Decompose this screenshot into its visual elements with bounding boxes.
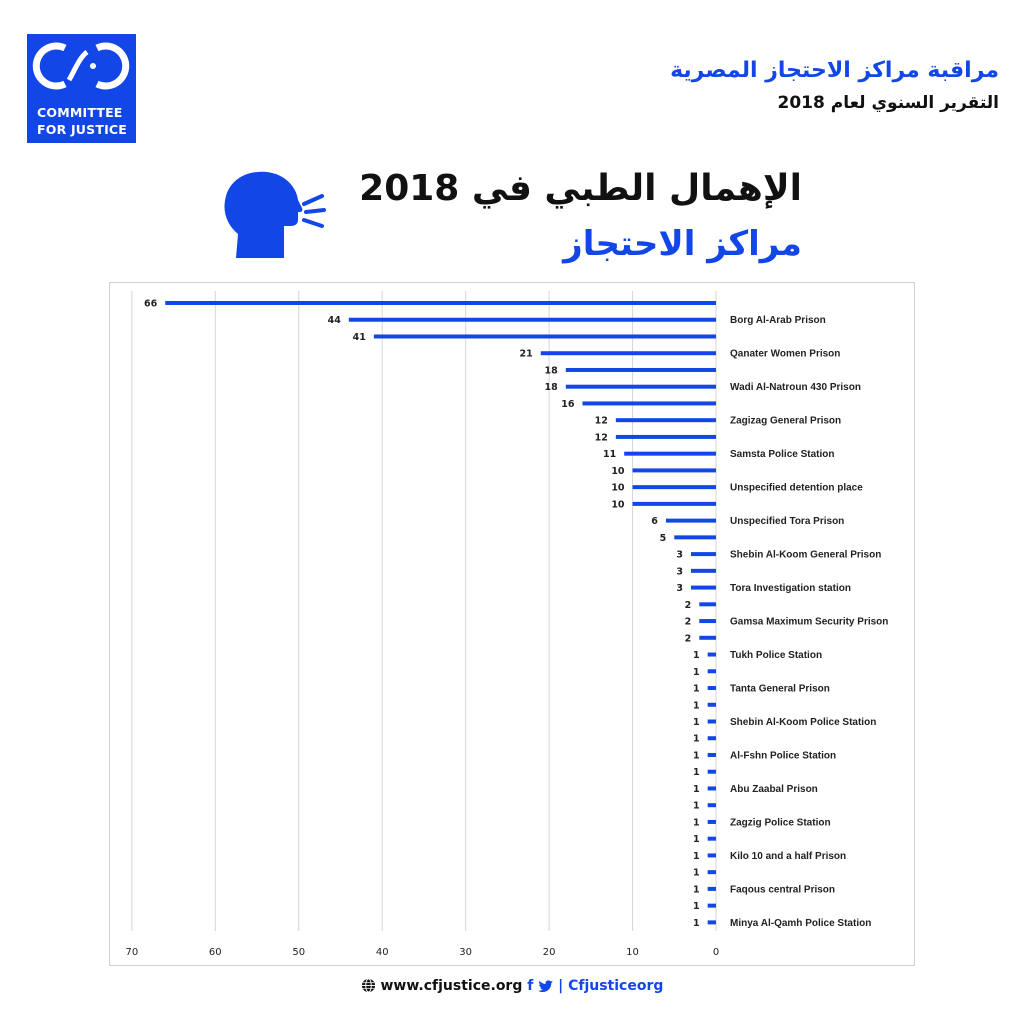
data-label: 2	[684, 633, 692, 645]
x-tick-label: 10	[626, 947, 639, 958]
bar	[566, 385, 716, 389]
data-label: 1	[693, 783, 700, 795]
data-label: 1	[693, 850, 700, 862]
bar	[699, 619, 716, 623]
data-label: 10	[611, 499, 625, 511]
footer	[0, 978, 1024, 994]
footer-handle[interactable]: Cfjusticeorg	[568, 978, 664, 994]
data-label: 1	[693, 717, 700, 728]
bar	[541, 351, 716, 355]
data-label: 1	[693, 683, 700, 695]
category-label: Minya Al-Qamh Police Station	[730, 917, 872, 929]
bar	[374, 334, 716, 338]
speaking-head-icon	[218, 168, 326, 262]
category-label: Faqous central Prison	[730, 884, 836, 896]
bar	[666, 519, 716, 523]
bar	[708, 837, 716, 841]
category-label: Qanater Women Prison	[730, 348, 841, 360]
bar	[708, 920, 716, 924]
bar	[616, 435, 716, 439]
cfj-logo	[27, 34, 136, 143]
x-tick-label: 0	[712, 947, 720, 958]
data-label: 1	[693, 867, 700, 879]
category-label: Kilo 10 and a half Prison	[730, 850, 847, 862]
bar	[633, 468, 716, 472]
globe-icon	[361, 978, 376, 993]
bar	[691, 569, 716, 573]
data-label: 1	[693, 817, 700, 829]
category-label: Tukh Police Station	[730, 650, 823, 662]
x-tick-label: 60	[208, 947, 222, 958]
category-label: Gamsa Maximum Security Prison	[730, 616, 889, 628]
footer-website[interactable]: www.cfjustice.org	[380, 978, 523, 994]
data-label: 18	[544, 382, 558, 394]
chart-frame	[109, 282, 915, 966]
bar	[708, 686, 716, 690]
data-label: 1	[693, 700, 700, 712]
data-label: 12	[594, 432, 608, 444]
category-label: Zagizag General Prison	[730, 415, 842, 427]
data-label: 1	[693, 901, 700, 913]
bar	[708, 669, 716, 673]
data-label: 18	[544, 365, 558, 377]
bar	[708, 653, 716, 657]
bar	[691, 586, 716, 590]
data-label: 16	[561, 398, 575, 410]
category-label: Tanta General Prison	[730, 683, 830, 695]
data-label: 3	[676, 583, 683, 595]
bar-chart	[110, 283, 916, 967]
data-label: 11	[602, 449, 617, 461]
x-tick-label: 20	[542, 947, 556, 958]
bar	[708, 887, 716, 891]
category-label: Samsta Police Station	[730, 449, 835, 461]
bar	[708, 904, 716, 908]
twitter-icon[interactable]	[538, 980, 553, 993]
logo-line-1: COMMITTEE	[37, 105, 123, 120]
bar	[699, 636, 716, 640]
data-label: 21	[519, 348, 533, 360]
data-label: 1	[693, 650, 700, 662]
category-label: Shebin Al-Koom General Prison	[730, 549, 882, 561]
bar	[708, 736, 716, 740]
cfj-logo-icon	[27, 34, 136, 104]
logo-line-2: FOR JUSTICE	[37, 122, 128, 137]
data-label: 2	[684, 599, 692, 611]
bar	[699, 602, 716, 606]
bar	[165, 301, 716, 305]
data-label: 3	[676, 566, 683, 578]
main-subtitle: مراكز الاحتجاز	[563, 224, 802, 264]
bar	[708, 720, 716, 724]
bar	[708, 770, 716, 774]
data-label: 10	[611, 482, 625, 494]
footer-separator: |	[558, 978, 564, 994]
data-label: 5	[659, 532, 667, 544]
bar	[708, 870, 716, 874]
x-tick-label: 30	[459, 947, 473, 958]
data-label: 6	[651, 516, 658, 528]
bar	[349, 318, 716, 322]
bar	[566, 368, 716, 372]
data-label: 1	[693, 917, 700, 929]
bar	[582, 401, 716, 405]
org-title: مراقبة مراكز الاحتجاز المصرية	[670, 58, 999, 83]
bar	[633, 485, 716, 489]
data-label: 66	[143, 298, 158, 310]
bar	[616, 418, 716, 422]
data-label: 1	[693, 834, 700, 846]
data-label: 1	[693, 884, 700, 896]
bar	[633, 502, 716, 506]
data-label: 2	[684, 616, 692, 628]
bar	[624, 452, 716, 456]
facebook-icon[interactable]: f	[527, 978, 534, 994]
data-label: 12	[594, 415, 608, 427]
bar	[708, 703, 716, 707]
bar	[708, 820, 716, 824]
data-label: 44	[327, 315, 341, 327]
category-label: Tora Investigation station	[730, 583, 851, 595]
category-label: Abu Zaabal Prison	[730, 783, 818, 795]
bar	[708, 786, 716, 790]
category-label: Shebin Al-Koom Police Station	[730, 717, 877, 728]
data-label: 1	[693, 666, 700, 678]
category-label: Zagzig Police Station	[730, 817, 831, 829]
data-label: 1	[693, 733, 700, 745]
bar	[708, 803, 716, 807]
x-tick-label: 70	[125, 947, 139, 958]
category-label: Wadi Al-Natroun 430 Prison	[730, 382, 861, 394]
x-tick-label: 40	[375, 947, 389, 958]
category-label: Borg Al-Arab Prison	[730, 315, 826, 327]
report-subtitle: التقرير السنوي لعام 2018	[777, 93, 999, 113]
main-title: الإهمال الطبي في 2018	[359, 168, 802, 209]
category-label: Al-Fshn Police Station	[730, 750, 837, 762]
data-label: 3	[676, 549, 683, 561]
x-tick-label: 50	[292, 947, 306, 958]
category-label: Unspecified Tora Prison	[730, 516, 845, 528]
category-label: Unspecified detention place	[730, 482, 863, 494]
data-label: 1	[693, 800, 700, 812]
bar	[708, 753, 716, 757]
bar	[674, 535, 716, 539]
data-label: 10	[611, 465, 625, 477]
data-label: 1	[693, 750, 700, 762]
data-label: 41	[352, 331, 366, 343]
bar	[691, 552, 716, 556]
data-label: 1	[693, 767, 700, 779]
bar	[708, 853, 716, 857]
